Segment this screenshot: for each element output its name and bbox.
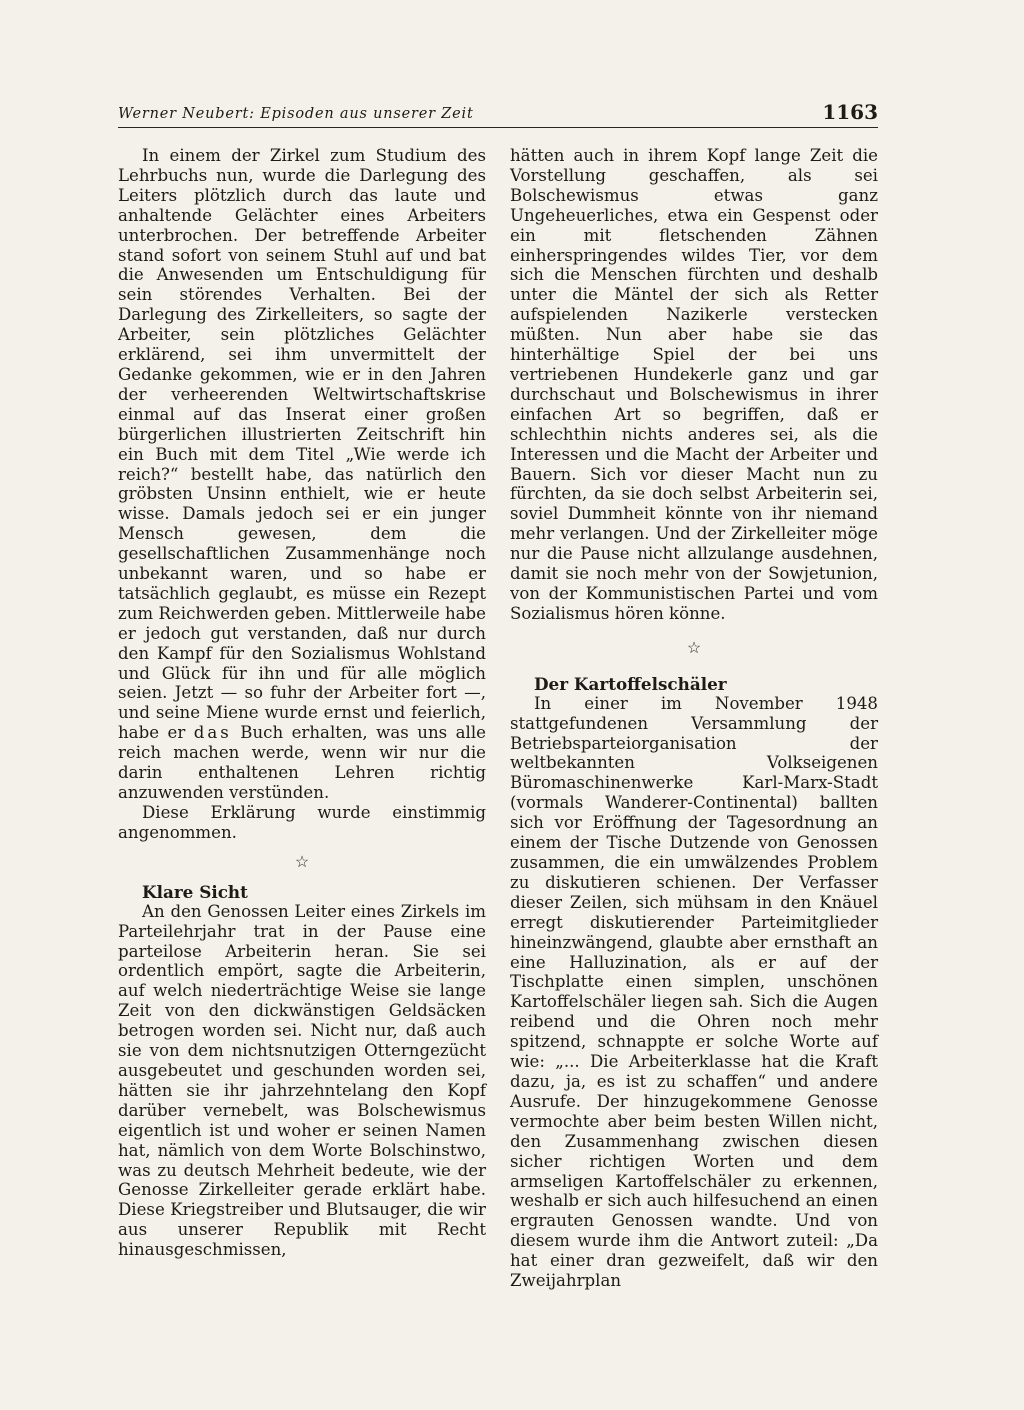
right-column: [510, 146, 878, 1291]
paragraph-text: Buch erhalten, was uns alle reich machen werde, wenn wir nur die darin enthaltenen Lehren richtig anzuwenden verstünden.: [118, 723, 486, 802]
left-column: [118, 146, 486, 1260]
section-heading-klare-sicht: Klare Sicht: [142, 881, 248, 902]
running-head: Werner Neubert: Episoden aus unserer Zeit: [118, 106, 474, 122]
header-rule: [118, 127, 878, 128]
paragraph-klare-sicht-continued: hätten auch in ihrem Kopf lange Zeit die Vorstellung geschaffen, als sei Bolschewismus etwas ganz Ungeheuerliches, etwa ein Gespenst oder ein mit fletschenden Zähnen einherspringendes wildes Tier, vor dem sich die Menschen fürchten und deshalb unter die Mäntel der sich als Retter aufspielenden Nazikerle verstecken müßten. Nun aber habe sie das hinterhältige Spiel der bei uns vertriebenen Hundekerle ganz und gar durchschaut und Bolschewismus in ihrer einfachen Art so begriffen, daß er schlechthin nichts anderes sei, als die Interessen und die Macht der Arbeiter und Bauern. Sich vor dieser Macht nun zu fürchten, da sie doch selbst Arbeiterin sei, soviel Dummheit könnte von ihr niemand mehr verlangen. Und der Zirkelleiter möge nur die Pause nicht allzulange ausdehnen, damit sie noch mehr von der Sowjetunion, von der Kommunistischen Partei und vom Sozialismus hören könne.: [510, 146, 878, 623]
paragraph-text: In einem der Zirkel zum Studium des Lehrbuchs nun, wurde die Darlegung des Leiters plötzlich durch das laute und anhaltende Gelächter eines Arbeiters unterbrochen. Der betreffende Arbeiter stand sofort von seinem Stuhl auf und bat die Anwesenden um Entschuldigung für sein störendes Verhalten. Bei der Darlegung des Zirkelleiters, so sagte der Arbeiter, sein plötzliches Gelächter erklärend, sei ihm unvermittelt der Gedanke gekommen, wie er in den Jahren der verheerenden Weltwirtschaftskrise einmal auf das Inserat einer großen bürgerlichen illustrierten Zeitschrift hin ein Buch mit dem Titel „Wie werde ich reich?“ bestellt habe, das natürlich den gröbsten Unsinn enthielt, wie er heute wisse. Damals jedoch sei er ein junger Mensch gewesen, dem die gesellschaftlichen Zusammenhänge noch unbekannt waren, und so habe er tatsächlich geglaubt, es müsse ein Rezept zum Reichwerden geben. Mittlerweile habe er jedoch gut verstanden, daß nur durch den Kampf für den Sozialismus Wohlstand und Glück für ihn und für alle möglich seien. Jetzt — so fuhr der Arbeiter fort —, und seine Miene wurde ernst und feierlich, habe er: [118, 146, 486, 743]
paragraph-zirkel-story: [118, 146, 486, 803]
page-number: 1163: [822, 100, 878, 124]
paragraph-klare-sicht: An den Genossen Leiter eines Zirkels im Parteilehrjahr trat in der Pause eine parteilose Arbeiterin heran. Sie sei ordentlich empört, sagte die Arbeiterin, auf welch niederträchtige Weise sie lange Zeit von den dickwänstigen Geldsäcken betrogen worden sei. Nicht nur, daß auch sie von dem nichtsnutzigen Otterngezücht ausgebeutet und geschunden worden sei, hätten sie ihr jahrzehntelang den Kopf darüber vernebelt, was Bolschewismus eigentlich ist und woher er seinen Namen hat, nämlich von dem Worte Bolschinstwo, was zu deutsch Mehrheit bedeute, wie der Genosse Zirkelleiter gerade erklärt habe. Diese Kriegstreiber und Blutsauger, die wir aus unserer Republik mit Recht hinausgeschmissen,: [118, 901, 486, 1260]
separator-star-icon: ☆: [686, 637, 702, 657]
separator-star-icon: ☆: [294, 851, 310, 871]
emphasized-word: das: [193, 723, 232, 743]
section-heading-kartoffelschaeler: Der Kartoffelschäler: [534, 673, 727, 694]
page-header: [118, 96, 878, 126]
paragraph-conclusion: Diese Erklärung wurde einstimmig angenommen.: [118, 802, 486, 842]
paragraph-kartoffelschaeler: In einer im November 1948 stattgefundenen Versammlung der Betriebsparteiorganisation der weltbekannten Volkseigenen Büromaschinenwerke Karl-Marx-Stadt (vormals Wanderer-Continental) ballten sich vor Eröffnung der Tagesordnung an einem der Tische Dutzende von Genossen zusammen, die ein umwälzendes Problem zu diskutieren schienen. Der Verfasser dieser Zeilen, sich mühsam in den Knäuel erregt diskutierender Parteimitglieder hineinzwängend, glaubte aber ernsthaft an eine Halluzination, als er auf der Tischplatte einen simplen, unschönen Kartoffelschäler liegen sah. Sich die Augen reibend und die Ohren noch mehr spitzend, schnappte er solche Worte auf wie: „... Die Arbeiterklasse hat die Kraft dazu, ja, es ist zu schaffen“ und andere Ausrufe. Der hinzugekommene Genosse vermochte aber beim besten Willen nicht, den Zusammenhang zwischen diesen sicher richtigen Worten und dem armseligen Kartoffelschäler zu erkennen, weshalb er sich auch hilfesuchend an einen ergrauten Genossen wandte. Und von diesem wurde ihm die Antwort zuteil: „Da hat einer dran gezweifelt, daß wir den Zweijahrplan: [510, 693, 878, 1291]
